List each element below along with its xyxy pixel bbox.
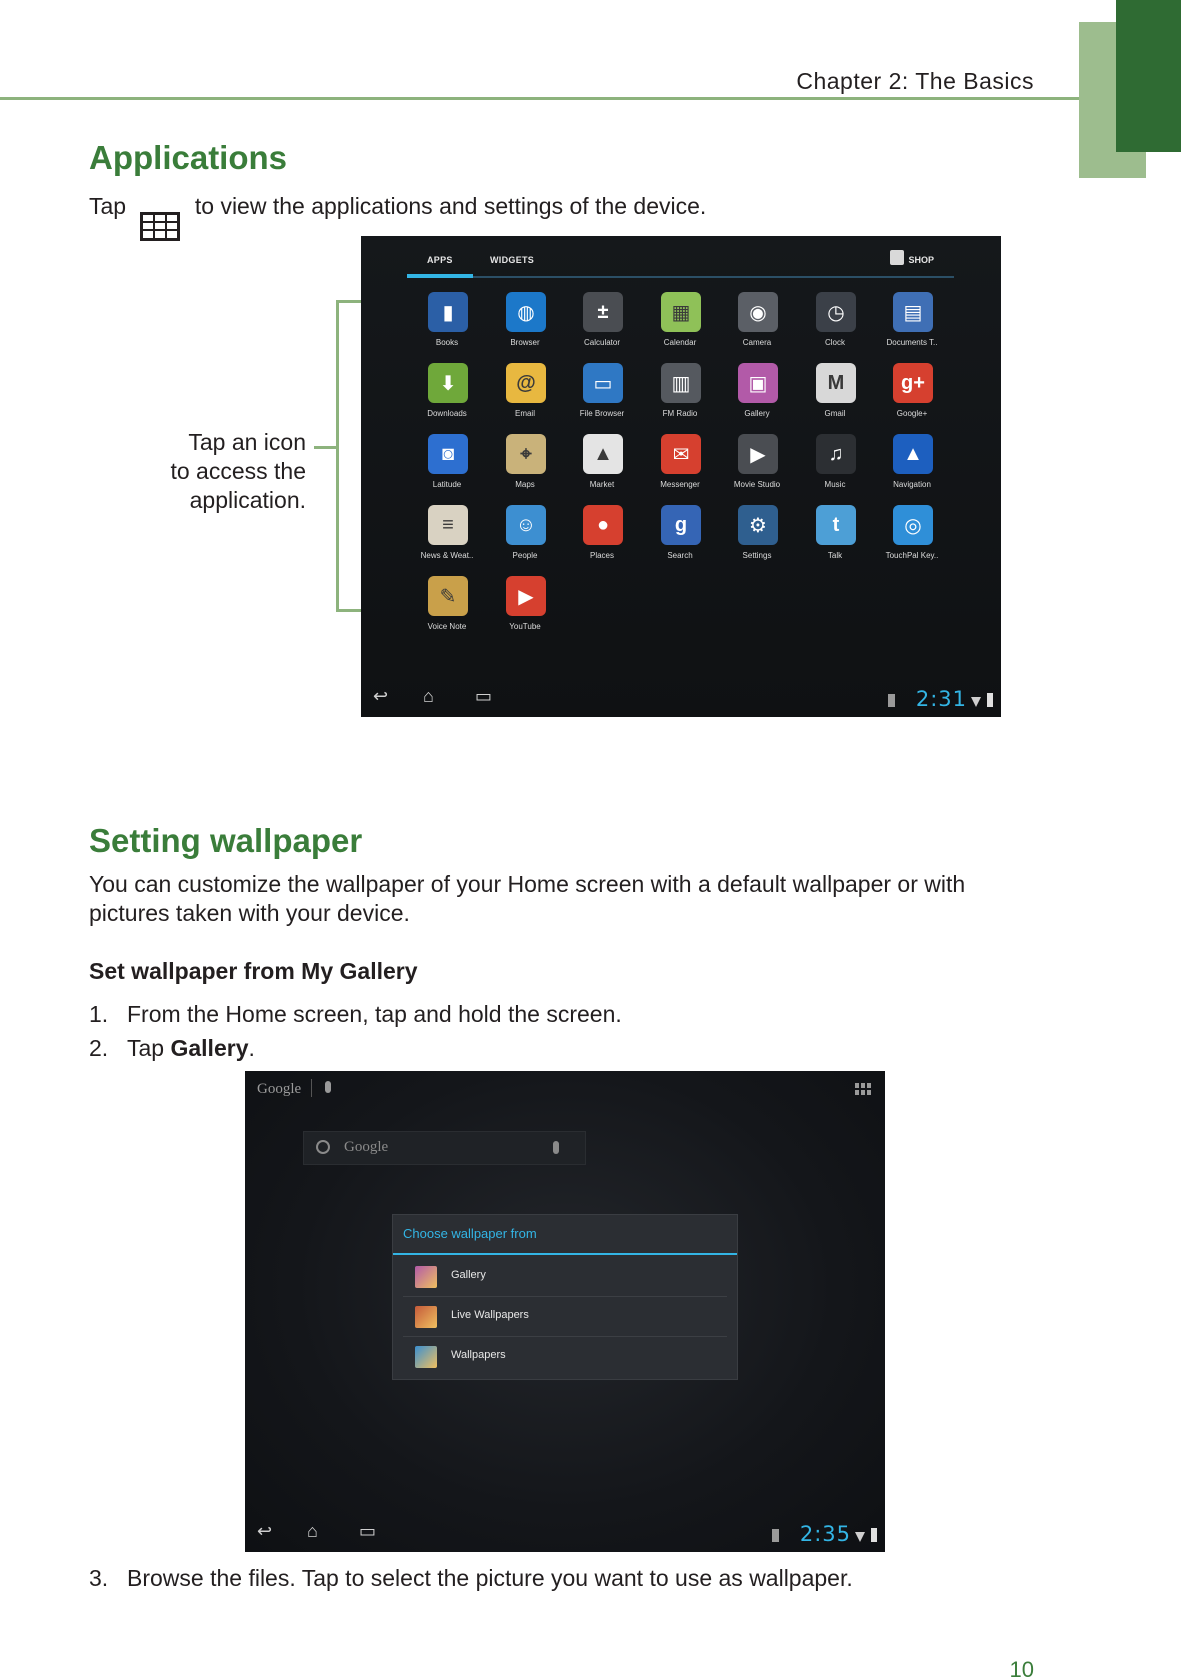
page-number: 10 xyxy=(1009,1657,1034,1680)
app-label: Email xyxy=(514,409,535,418)
home-icon[interactable]: ⌂ xyxy=(307,1521,318,1541)
app-label: Voice Note xyxy=(427,622,467,631)
option-gallery[interactable] xyxy=(403,1257,727,1297)
app-youtube[interactable] xyxy=(485,576,565,642)
places-icon: ● xyxy=(583,505,623,545)
app-label: Maps xyxy=(515,480,535,489)
option-label: Wallpapers xyxy=(451,1349,506,1361)
notification-icon[interactable] xyxy=(772,1529,779,1542)
status-clock: 2:31 xyxy=(915,687,967,711)
touchpal-icon: ◎ xyxy=(893,505,933,545)
divider xyxy=(311,1079,312,1097)
app-label: Movie Studio xyxy=(733,480,781,489)
apps-grid-icon xyxy=(140,212,180,241)
maps-icon: ⌖ xyxy=(506,434,546,474)
email-icon: @ xyxy=(506,363,546,403)
step-3 xyxy=(89,1564,853,1593)
wallpapers-icon xyxy=(415,1346,437,1368)
app-label: Gallery xyxy=(744,409,770,418)
app-news-weat[interactable] xyxy=(407,505,487,571)
choose-wallpaper-dialog xyxy=(393,1215,737,1379)
gmail-icon: M xyxy=(816,363,856,403)
people-icon: ☺ xyxy=(506,505,546,545)
app-label: Places xyxy=(589,551,614,560)
documents-icon: ▤ xyxy=(893,292,933,332)
apps-grid-icon[interactable] xyxy=(855,1083,871,1095)
clock-icon: ◷ xyxy=(816,292,856,332)
step-text: Tap xyxy=(127,1035,171,1061)
app-touchpal-key[interactable] xyxy=(872,505,952,571)
app-camera[interactable] xyxy=(717,292,797,358)
app-drawer-screenshot xyxy=(361,236,1001,717)
google-label: Google xyxy=(257,1081,302,1097)
app-label: Downloads xyxy=(427,409,467,418)
app-latitude[interactable] xyxy=(407,434,487,500)
wallpaper-subheading: Set wallpaper from My Gallery xyxy=(89,958,418,984)
youtube-icon: ▶ xyxy=(506,576,546,616)
folder-icon: ▭ xyxy=(583,363,623,403)
talk-icon: t xyxy=(816,505,856,545)
step-number: 3. xyxy=(89,1565,109,1591)
system-nav-bar xyxy=(245,1514,885,1552)
mic-icon[interactable] xyxy=(325,1081,331,1093)
messenger-icon: ✉ xyxy=(661,434,701,474)
settings-icon: ⚙ xyxy=(738,505,778,545)
app-google[interactable] xyxy=(872,363,952,429)
mic-icon[interactable] xyxy=(553,1141,559,1154)
applications-intro xyxy=(89,192,989,241)
gallery-icon xyxy=(415,1266,437,1288)
app-label: Calendar xyxy=(663,338,697,347)
step-text: Browse the files. Tap to select the picture you want to use as wallpaper. xyxy=(127,1565,853,1591)
step-1 xyxy=(89,1000,622,1029)
radio-icon: ▥ xyxy=(661,363,701,403)
applications-heading: Applications xyxy=(89,139,288,176)
app-label: People xyxy=(512,551,538,560)
app-label: Google+ xyxy=(896,409,928,418)
callout-line: application. xyxy=(189,487,306,513)
app-email[interactable] xyxy=(485,363,565,429)
google-plus-icon: g+ xyxy=(893,363,933,403)
intro-after: to view the applications and settings of the device. xyxy=(194,193,707,219)
app-gmail[interactable] xyxy=(795,363,875,429)
calendar-icon: ▦ xyxy=(661,292,701,332)
wallpaper-intro-line: pictures taken with your device. xyxy=(89,900,410,926)
option-wallpapers[interactable] xyxy=(403,1337,727,1377)
callout-line: Tap an icon xyxy=(188,429,306,455)
intro-before: Tap xyxy=(89,193,127,219)
app-label: Talk xyxy=(827,551,843,560)
callout-line: to access the xyxy=(170,458,306,484)
recent-apps-icon[interactable]: ▭ xyxy=(475,686,493,706)
camera-icon: ◉ xyxy=(738,292,778,332)
calculator-icon: ± xyxy=(583,292,623,332)
step-number: 1. xyxy=(89,1001,109,1027)
battery-icon xyxy=(871,1528,877,1542)
app-file-browser[interactable] xyxy=(562,363,642,429)
app-label: Browser xyxy=(510,338,540,347)
headphones-icon: ♫ xyxy=(816,434,856,474)
app-clock[interactable] xyxy=(795,292,875,358)
wifi-icon xyxy=(971,697,981,707)
wifi-icon xyxy=(855,1532,865,1542)
app-fm-radio[interactable] xyxy=(640,363,720,429)
app-books[interactable] xyxy=(407,292,487,358)
app-label: Messenger xyxy=(660,480,700,489)
header-tab-dark xyxy=(1116,0,1181,152)
tab-widgets[interactable]: WIDGETS xyxy=(490,255,535,265)
back-icon[interactable]: ↩ xyxy=(257,1521,273,1541)
app-downloads[interactable] xyxy=(407,363,487,429)
app-music[interactable] xyxy=(795,434,875,500)
dialog-title-rule xyxy=(393,1253,737,1255)
callout-text xyxy=(130,428,306,515)
app-label: YouTube xyxy=(509,622,541,631)
back-icon[interactable]: ↩ xyxy=(373,686,389,706)
app-calculator[interactable] xyxy=(562,292,642,358)
step-2 xyxy=(89,1034,255,1063)
app-label: TouchPal Key.. xyxy=(885,551,939,560)
app-market[interactable] xyxy=(562,434,642,500)
books-icon: ▮ xyxy=(428,292,468,332)
search-icon xyxy=(316,1140,330,1154)
app-label: FM Radio xyxy=(662,409,698,418)
shop-button[interactable]: SHOP xyxy=(908,255,934,265)
recent-apps-icon[interactable]: ▭ xyxy=(359,1521,377,1541)
wallpaper-intro-line: You can customize the wallpaper of your Home screen with a default wallpaper or with xyxy=(89,871,966,897)
app-label: News & Weat.. xyxy=(420,551,474,560)
market-icon: ▲ xyxy=(583,434,623,474)
app-label: Settings xyxy=(742,551,772,560)
step-text: . xyxy=(248,1035,255,1061)
app-browser[interactable] xyxy=(485,292,565,358)
gallery-icon: ▣ xyxy=(738,363,778,403)
app-label: Search xyxy=(667,551,693,560)
app-search[interactable] xyxy=(640,505,720,571)
search-bar[interactable] xyxy=(303,1131,586,1165)
app-documents-t[interactable] xyxy=(872,292,952,358)
app-calendar[interactable] xyxy=(640,292,720,358)
live-wallpapers-icon xyxy=(415,1306,437,1328)
option-label: Live Wallpapers xyxy=(451,1309,529,1321)
search-placeholder: Google xyxy=(344,1139,389,1155)
wallpaper-heading: Setting wallpaper xyxy=(89,822,363,859)
globe-icon: ◍ xyxy=(506,292,546,332)
latitude-icon: ◙ xyxy=(428,434,468,474)
download-icon: ⬇ xyxy=(428,363,468,403)
app-label: Books xyxy=(435,338,459,347)
voice-note-icon: ✎ xyxy=(428,576,468,616)
app-maps[interactable] xyxy=(485,434,565,500)
app-label: Gmail xyxy=(824,409,846,418)
wallpaper-intro xyxy=(89,870,1049,928)
app-movie-studio[interactable] xyxy=(717,434,797,500)
app-label: Documents T.. xyxy=(886,338,938,347)
step-number: 2. xyxy=(89,1035,109,1061)
option-live-wallpapers[interactable] xyxy=(403,1297,727,1337)
tab-apps[interactable]: APPS xyxy=(427,255,453,265)
option-label: Gallery xyxy=(451,1269,486,1281)
step-bold: Gallery xyxy=(170,1035,249,1061)
app-label: Clock xyxy=(824,338,845,347)
step-text: From the Home screen, tap and hold the screen. xyxy=(127,1001,622,1027)
app-voice-note[interactable] xyxy=(407,576,487,642)
app-drawer-tabs xyxy=(407,254,954,278)
movie-studio-icon: ▶ xyxy=(738,434,778,474)
app-label: Camera xyxy=(742,338,772,347)
search-icon: g xyxy=(661,505,701,545)
app-label: Latitude xyxy=(432,480,462,489)
system-nav-bar xyxy=(361,679,1001,717)
app-places[interactable] xyxy=(562,505,642,571)
callout-bracket xyxy=(336,300,362,612)
status-clock: 2:35 xyxy=(799,1522,851,1546)
app-label: Music xyxy=(824,480,846,489)
app-people[interactable] xyxy=(485,505,565,571)
callout-connector xyxy=(314,446,338,449)
header-rule xyxy=(0,97,1079,100)
app-navigation[interactable] xyxy=(872,434,952,500)
notification-icon[interactable] xyxy=(888,694,895,707)
app-gallery[interactable] xyxy=(717,363,797,429)
app-talk[interactable] xyxy=(795,505,875,571)
battery-icon xyxy=(987,693,993,707)
dialog-title: Choose wallpaper from xyxy=(403,1226,537,1241)
app-settings[interactable] xyxy=(717,505,797,571)
news-icon: ≡ xyxy=(428,505,468,545)
app-label: Navigation xyxy=(893,480,931,489)
chapter-title: Chapter 2: The Basics xyxy=(796,68,1034,94)
shop-bag-icon[interactable] xyxy=(890,250,904,265)
app-messenger[interactable] xyxy=(640,434,720,500)
navigation-icon: ▲ xyxy=(893,434,933,474)
home-icon[interactable]: ⌂ xyxy=(423,686,434,706)
app-label: File Browser xyxy=(579,409,625,418)
wallpaper-screenshot xyxy=(245,1071,885,1552)
app-label: Market xyxy=(589,480,615,489)
app-label: Calculator xyxy=(583,338,620,347)
